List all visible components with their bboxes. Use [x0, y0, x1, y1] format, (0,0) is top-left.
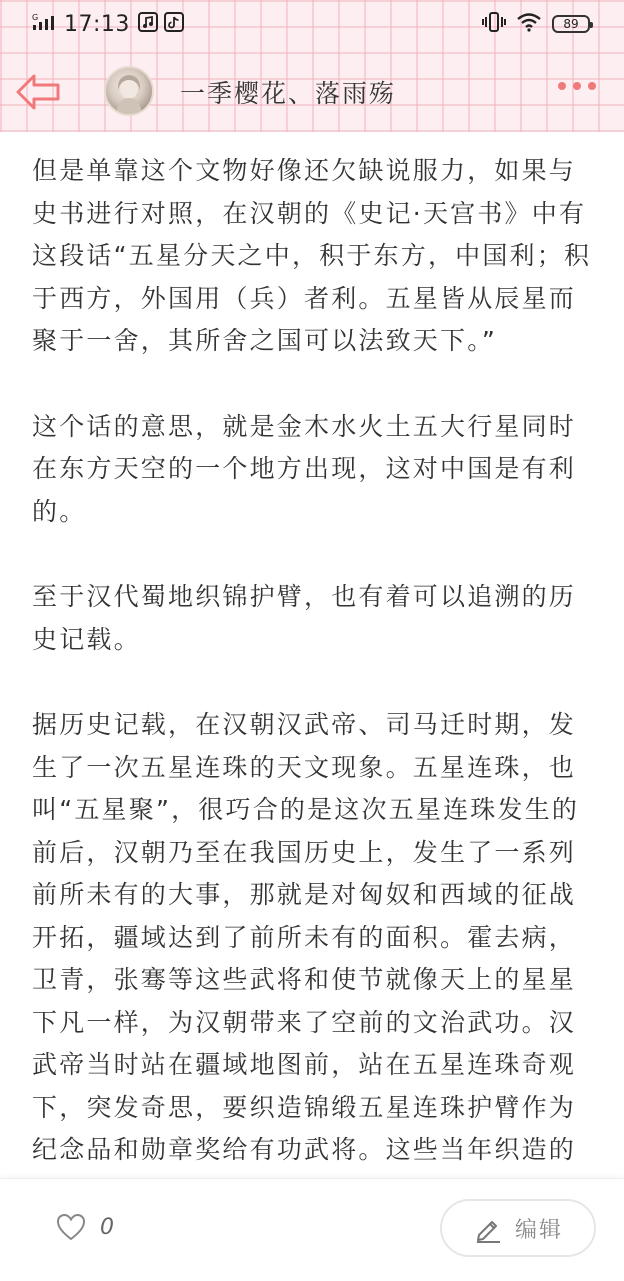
article-paragraph: 至于汉代蜀地织锦护臂，也有着可以追溯的历史记载。 [32, 582, 577, 654]
avatar[interactable] [104, 66, 154, 116]
header-area [0, 0, 624, 132]
article-paragraph: 据历史记载，在汉朝汉武帝、司马迁时期，发生了一次五星连珠的天文现象。五星连珠，也叫“五星聚”，很巧合的是这次五星连珠发生的前后，汉朝乃至在我国历史上，发生了一系列前所未有的大事，那就是对匈奴和西域的征战开拓，疆域达到了前所未有的面积。霍去病，卫青，张骞等这些武将和使节就像天上的星星下凡一样，为汉朝带来了空前的文治武功。汉武帝当时站在疆域地图前，站在五星连珠奇观下，突发奇思，要织造锦缎五星连珠护臂作为纪念品和勋章奖给有功武将。这些当年织造的 [32, 710, 580, 1164]
signal-icon [32, 12, 58, 36]
battery-level: 89 [563, 17, 579, 31]
bottom-bar [0, 1178, 624, 1281]
like-button[interactable] [56, 1213, 114, 1241]
back-arrow-icon [14, 70, 62, 114]
tiktok-icon [164, 12, 184, 36]
nav-bar [0, 60, 624, 124]
music-note-icon [138, 12, 158, 36]
edit-label: 编辑 [514, 1217, 563, 1243]
article-paragraph: 这个话的意思，就是金木水火土五大行星同时在东方天空的一个地方出现，这对中国是有利的。 [32, 411, 577, 526]
status-bar [0, 0, 624, 50]
back-button[interactable] [14, 70, 62, 114]
pencil-icon [473, 1213, 503, 1243]
vibrate-icon [482, 11, 506, 37]
status-time: 17:13 [64, 11, 130, 37]
more-dots-icon [558, 82, 566, 90]
battery-icon [552, 15, 590, 33]
svg-text:G: G [32, 13, 39, 22]
article-paragraph: 但是单靠这个文物好像还欠缺说服力，如果与史书进行对照，在汉朝的《史记·天宫书》中有这段话“五星分天之中，积于东方，中国利；积于西方，外国用（兵）者利。五星皆从辰星而聚于一舍，其所舍之国可以法致天下。” [32, 156, 592, 355]
username[interactable]: 一季樱花、落雨殇 [180, 79, 397, 108]
edit-button[interactable] [440, 1199, 596, 1257]
heart-icon [56, 1213, 86, 1241]
article-body [32, 150, 598, 1176]
more-dot [573, 82, 581, 90]
like-count: 0 [100, 1214, 114, 1240]
more-dot [588, 82, 596, 90]
wifi-icon [516, 12, 542, 36]
more-button[interactable] [558, 82, 596, 90]
